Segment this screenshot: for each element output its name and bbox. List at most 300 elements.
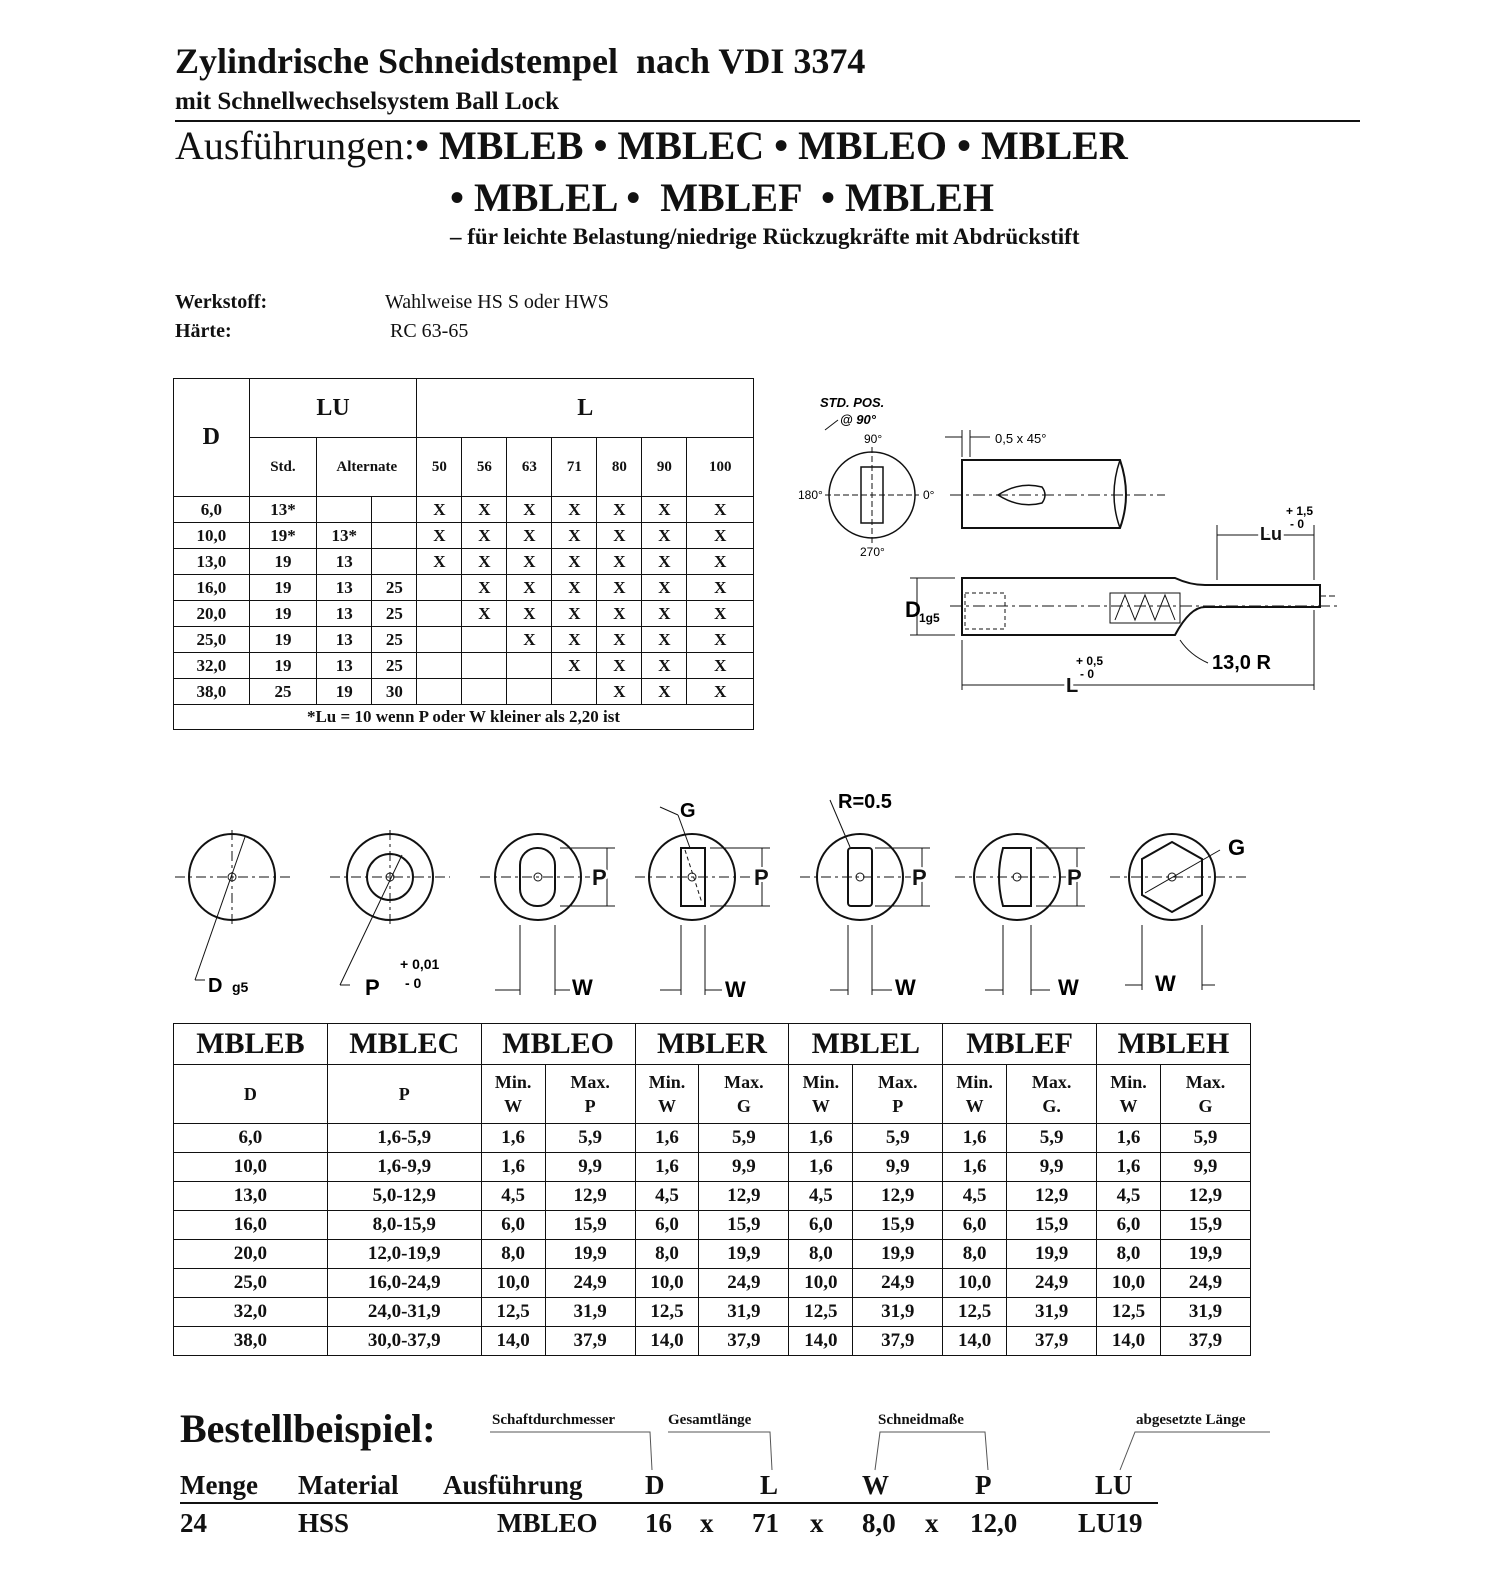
table-cell: 15,9 — [1160, 1211, 1250, 1240]
table-cell: X — [552, 575, 597, 601]
punch-drawing — [780, 385, 1360, 705]
shape-mbleh — [1110, 834, 1250, 996]
variant-header-mbleb: MBLEB — [174, 1024, 328, 1065]
variants-line-2 — [450, 174, 994, 221]
table-cell: 12,9 — [699, 1182, 789, 1211]
times-3: x — [925, 1508, 939, 1538]
table-cell: X — [597, 549, 642, 575]
haerte-label: Härte: — [175, 320, 232, 342]
table-cell: X — [552, 653, 597, 679]
table-cell: X — [642, 523, 687, 549]
col-header-l-5: 90 — [642, 438, 687, 497]
table-cell: X — [642, 575, 687, 601]
diameter-label: D — [905, 597, 921, 622]
sub-header: Min. W — [943, 1065, 1007, 1124]
table-cell: X — [507, 575, 552, 601]
lu-tol-minus: - 0 — [1290, 517, 1305, 531]
table-cell: X — [687, 497, 754, 523]
table-cell: 13 — [317, 653, 372, 679]
table-cell: 1,6 — [1097, 1153, 1161, 1182]
table-cell: 1,6 — [481, 1153, 545, 1182]
table-cell: X — [687, 549, 754, 575]
times-1: x — [700, 1508, 714, 1538]
table-cell: 19* — [249, 523, 317, 549]
variant-header-mblel: MBLEL — [789, 1024, 943, 1065]
table-cell: 16,0 — [174, 1211, 328, 1240]
table-cell: 13 — [317, 575, 372, 601]
sub-header: Max. G — [699, 1065, 789, 1124]
table-cell: 1,6 — [1097, 1124, 1161, 1153]
table-cell: X — [597, 523, 642, 549]
table-cell: 19 — [249, 575, 317, 601]
table-row — [174, 1153, 1251, 1182]
header-l: L — [760, 1470, 779, 1500]
table-cell: 15,9 — [853, 1211, 943, 1240]
shape-mbleb — [175, 830, 290, 997]
label-shaft-diameter: Schaftdurchmesser — [492, 1412, 616, 1428]
table-cell: 19,9 — [1007, 1240, 1097, 1269]
table-cell: 24,9 — [699, 1269, 789, 1298]
table-cell: 12,9 — [853, 1182, 943, 1211]
table-cell: 32,0 — [174, 653, 250, 679]
table-cell: 6,0 — [943, 1211, 1007, 1240]
table-cell: 12,9 — [545, 1182, 635, 1211]
table-cell: X — [507, 549, 552, 575]
table-cell: 13 — [317, 549, 372, 575]
sub-header: D — [174, 1065, 328, 1124]
table-cell: 10,0 — [1097, 1269, 1161, 1298]
table-cell: 13 — [317, 627, 372, 653]
diameter-sub: 1g5 — [919, 611, 940, 625]
table-cell: 6,0 — [789, 1211, 853, 1240]
table-cell: 5,9 — [853, 1124, 943, 1153]
table-cell: X — [462, 575, 507, 601]
table-cell: 8,0 — [481, 1240, 545, 1269]
table-cell: 19 — [249, 601, 317, 627]
table-cell — [462, 627, 507, 653]
value-material: HSS — [298, 1508, 350, 1538]
table-cell: 19 — [249, 653, 317, 679]
p-label-mbleo: P — [592, 865, 607, 890]
length-table-footnote: *Lu = 10 wenn P oder W kleiner als 2,20 ist — [174, 705, 754, 730]
shape-mblec — [330, 830, 450, 1000]
sub-header: P — [327, 1065, 481, 1124]
header-material: Material — [298, 1470, 399, 1500]
table-cell: 14,0 — [943, 1327, 1007, 1356]
variants-list-1: • MBLEB • MBLEC • MBLEO • MBLER — [414, 123, 1128, 168]
l-tol-minus: - 0 — [1080, 667, 1095, 681]
variant-header-mblec: MBLEC — [327, 1024, 481, 1065]
table-cell: X — [687, 653, 754, 679]
size-table — [173, 1023, 1251, 1356]
table-cell: 5,9 — [1160, 1124, 1250, 1153]
order-example-title: Bestellbeispiel: — [180, 1406, 436, 1451]
dg5-label: D — [208, 975, 223, 997]
table-cell: 5,9 — [545, 1124, 635, 1153]
table-row — [174, 497, 754, 523]
table-cell: X — [687, 601, 754, 627]
table-cell: X — [597, 627, 642, 653]
table-cell: 1,6 — [635, 1153, 699, 1182]
table-cell: 31,9 — [699, 1298, 789, 1327]
table-cell: 9,9 — [1007, 1153, 1097, 1182]
table-cell: X — [417, 497, 462, 523]
table-cell — [507, 679, 552, 705]
p-label-mblel: P — [912, 865, 927, 890]
table-cell: 37,9 — [699, 1327, 789, 1356]
order-leader-lines — [480, 1430, 1280, 1475]
table-cell: 13* — [249, 497, 317, 523]
header-d: D — [645, 1470, 665, 1500]
table-cell: 30 — [372, 679, 417, 705]
table-cell: 12,5 — [635, 1298, 699, 1327]
table-cell: 31,9 — [1160, 1298, 1250, 1327]
table-cell: X — [507, 497, 552, 523]
variant-header-mblef: MBLEF — [943, 1024, 1097, 1065]
g-label-mbler: G — [680, 800, 696, 822]
r05-label: R=0.5 — [838, 791, 892, 813]
table-cell: X — [597, 575, 642, 601]
table-cell: 19 — [249, 627, 317, 653]
table-cell: 16,0-24,9 — [327, 1269, 481, 1298]
w-label-mblef: W — [1058, 975, 1079, 1000]
table-cell: 31,9 — [1007, 1298, 1097, 1327]
table-cell: 1,6 — [943, 1153, 1007, 1182]
table-cell: 8,0 — [789, 1240, 853, 1269]
p-tol-plus: + 0,01 — [400, 956, 440, 972]
table-cell: 30,0-37,9 — [327, 1327, 481, 1356]
table-cell: 12,0-19,9 — [327, 1240, 481, 1269]
col-header-l-1: 56 — [462, 438, 507, 497]
table-cell: 25 — [372, 627, 417, 653]
col-header-l-0: 50 — [417, 438, 462, 497]
w-label-mbler: W — [725, 977, 746, 1002]
table-cell: 19,9 — [545, 1240, 635, 1269]
label-total-length: Gesamtlänge — [668, 1412, 752, 1428]
sub-header: Max. P — [545, 1065, 635, 1124]
table-cell: 13,0 — [174, 549, 250, 575]
shape-mbler — [635, 800, 770, 1002]
table-cell: 15,9 — [1007, 1211, 1097, 1240]
table-row — [174, 1327, 1251, 1356]
w-label-mblel: W — [895, 975, 916, 1000]
sub-header: Min. W — [635, 1065, 699, 1124]
table-cell: 25,0 — [174, 627, 250, 653]
value-ausfuehrung: MBLEO — [497, 1508, 598, 1538]
table-cell: 10,0 — [174, 523, 250, 549]
value-w: 8,0 — [862, 1508, 896, 1538]
table-cell: 38,0 — [174, 679, 250, 705]
sub-header: Max. P — [853, 1065, 943, 1124]
table-cell: 24,9 — [853, 1269, 943, 1298]
angle-180: 180° — [798, 488, 823, 502]
page-subtitle: mit Schnellwechselsystem Ball Lock — [175, 88, 560, 115]
table-cell: 24,9 — [1007, 1269, 1097, 1298]
w-label-mbleo: W — [572, 975, 593, 1000]
haerte-value: RC 63-65 — [390, 320, 469, 342]
table-cell: 6,0 — [174, 1124, 328, 1153]
table-cell: X — [642, 627, 687, 653]
table-cell: 1,6 — [943, 1124, 1007, 1153]
table-cell: X — [552, 549, 597, 575]
table-cell: 1,6 — [789, 1153, 853, 1182]
table-cell: 12,5 — [943, 1298, 1007, 1327]
shape-mblef — [955, 834, 1085, 1000]
table-cell: 13 — [317, 601, 372, 627]
std-pos-label: STD. POS. — [820, 395, 885, 410]
table-cell: 9,9 — [545, 1153, 635, 1182]
table-cell: X — [687, 523, 754, 549]
table-cell: X — [687, 575, 754, 601]
table-cell: 37,9 — [853, 1327, 943, 1356]
header-lu: LU — [1095, 1470, 1133, 1500]
table-row — [174, 653, 754, 679]
value-l: 71 — [752, 1508, 779, 1538]
table-cell: 12,5 — [1097, 1298, 1161, 1327]
table-cell: 13* — [317, 523, 372, 549]
table-cell: 6,0 — [1097, 1211, 1161, 1240]
table-cell: X — [417, 523, 462, 549]
at90-label: @ 90° — [840, 412, 876, 427]
table-cell: X — [597, 497, 642, 523]
table-cell: 12,9 — [1007, 1182, 1097, 1211]
variant-header-row — [174, 1024, 1251, 1065]
table-cell: X — [642, 549, 687, 575]
table-cell — [317, 497, 372, 523]
table-cell: 16,0 — [174, 575, 250, 601]
col-header-lu: LU — [249, 379, 417, 438]
table-cell: 10,0 — [481, 1269, 545, 1298]
table-cell: 4,5 — [635, 1182, 699, 1211]
table-cell: 31,9 — [853, 1298, 943, 1327]
table-cell: X — [597, 653, 642, 679]
table-cell: 1,6 — [789, 1124, 853, 1153]
col-header-d: D — [174, 379, 250, 497]
table-cell: X — [462, 549, 507, 575]
table-cell: 9,9 — [699, 1153, 789, 1182]
table-cell: 9,9 — [1160, 1153, 1250, 1182]
table-cell: X — [507, 523, 552, 549]
table-cell: X — [552, 523, 597, 549]
werkstoff-label: Werkstoff: — [175, 291, 268, 313]
table-cell: 32,0 — [174, 1298, 328, 1327]
table-cell: 1,6-5,9 — [327, 1124, 481, 1153]
table-row — [174, 575, 754, 601]
table-cell: 13,0 — [174, 1182, 328, 1211]
order-divider — [180, 1502, 1158, 1504]
table-cell — [372, 549, 417, 575]
table-cell: X — [552, 497, 597, 523]
table-row — [174, 1298, 1251, 1327]
variants-list-2: • MBLEL • MBLEF • MBLEH — [450, 175, 994, 220]
col-header-l-4: 80 — [597, 438, 642, 497]
table-cell: 8,0 — [943, 1240, 1007, 1269]
l-label: L — [1066, 675, 1079, 697]
usage-note: – für leichte Belastung/niedrige Rückzugkräfte mit Abdrückstift — [450, 224, 1080, 249]
table-cell: 14,0 — [1097, 1327, 1161, 1356]
table-cell — [507, 653, 552, 679]
shape-mblel — [800, 791, 930, 1000]
page-title: Zylindrische Schneidstempel nach VDI 3374 — [175, 41, 866, 81]
variant-header-mbler: MBLER — [635, 1024, 789, 1065]
table-cell: 9,9 — [853, 1153, 943, 1182]
table-row — [174, 1211, 1251, 1240]
table-cell: 15,9 — [699, 1211, 789, 1240]
werkstoff-row — [175, 291, 267, 314]
table-cell: X — [642, 497, 687, 523]
angle-0: 0° — [923, 488, 935, 502]
sub-header: Min. W — [481, 1065, 545, 1124]
chamfer-label: 0,5 x 45° — [995, 431, 1047, 446]
table-cell: 25 — [372, 653, 417, 679]
table-cell — [417, 575, 462, 601]
table-cell — [417, 601, 462, 627]
table-cell: 24,9 — [545, 1269, 635, 1298]
table-cell: 37,9 — [1160, 1327, 1250, 1356]
variant-header-mbleh: MBLEH — [1097, 1024, 1251, 1065]
table-cell: 12,9 — [1160, 1182, 1250, 1211]
header-w: W — [862, 1470, 889, 1500]
table-row — [174, 601, 754, 627]
table-cell: 1,6 — [481, 1124, 545, 1153]
lu-label: Lu — [1260, 524, 1282, 544]
table-cell: 6,0 — [481, 1211, 545, 1240]
value-lu: LU19 — [1078, 1508, 1143, 1538]
sub-header: Min. W — [789, 1065, 853, 1124]
table-cell: X — [642, 601, 687, 627]
table-row — [174, 1124, 1251, 1153]
lu-tol-plus: + 1,5 — [1286, 504, 1314, 518]
table-cell: 10,0 — [943, 1269, 1007, 1298]
table-cell: 19,9 — [699, 1240, 789, 1269]
table-cell: 24,9 — [1160, 1269, 1250, 1298]
p-label-mblef: P — [1067, 865, 1082, 890]
table-row — [174, 1240, 1251, 1269]
table-cell — [417, 627, 462, 653]
table-cell: X — [507, 627, 552, 653]
p-label-mbler: P — [754, 865, 769, 890]
table-cell: 14,0 — [481, 1327, 545, 1356]
sub-header: Max. G — [1160, 1065, 1250, 1124]
table-cell: X — [642, 679, 687, 705]
col-header-alternate: Alternate — [317, 438, 417, 497]
table-cell — [462, 679, 507, 705]
table-cell: 5,9 — [1007, 1124, 1097, 1153]
table-cell: 37,9 — [545, 1327, 635, 1356]
table-cell: X — [417, 549, 462, 575]
table-cell: 37,9 — [1007, 1327, 1097, 1356]
w-label-mbleh: W — [1155, 971, 1176, 996]
col-header-l-2: 63 — [507, 438, 552, 497]
table-cell: 31,9 — [545, 1298, 635, 1327]
header-p: P — [975, 1470, 992, 1500]
table-cell: 12,5 — [789, 1298, 853, 1327]
times-2: x — [810, 1508, 824, 1538]
haerte-row — [175, 320, 232, 343]
col-header-l-6: 100 — [687, 438, 754, 497]
table-cell — [417, 679, 462, 705]
table-cell: 8,0 — [1097, 1240, 1161, 1269]
radius-label: 13,0 R — [1212, 652, 1271, 674]
col-header-l: L — [417, 379, 754, 438]
table-row — [174, 627, 754, 653]
dg5-sub: g5 — [232, 979, 249, 995]
table-cell: 19,9 — [1160, 1240, 1250, 1269]
length-table — [173, 378, 754, 730]
table-row — [174, 549, 754, 575]
header-menge: Menge — [180, 1470, 258, 1500]
header-ausfuehrung: Ausführung — [443, 1470, 583, 1500]
table-cell — [372, 497, 417, 523]
table-cell: X — [552, 601, 597, 627]
table-cell: X — [597, 679, 642, 705]
table-cell — [552, 679, 597, 705]
angle-270: 270° — [860, 545, 885, 559]
table-cell: X — [462, 523, 507, 549]
table-cell: 14,0 — [789, 1327, 853, 1356]
table-cell: 25 — [372, 601, 417, 627]
table-cell: 6,0 — [174, 497, 250, 523]
angle-90: 90° — [864, 432, 883, 446]
table-cell: 19 — [249, 549, 317, 575]
table-row — [174, 679, 754, 705]
table-cell: 4,5 — [943, 1182, 1007, 1211]
table-cell: 38,0 — [174, 1327, 328, 1356]
value-menge: 24 — [180, 1508, 207, 1538]
label-cutting-dimensions: Schneidmaße — [878, 1412, 964, 1428]
table-cell: X — [552, 627, 597, 653]
table-cell: 24,0-31,9 — [327, 1298, 481, 1327]
l-tol-plus: + 0,5 — [1076, 654, 1104, 668]
table-cell: 14,0 — [635, 1327, 699, 1356]
table-cell: 20,0 — [174, 601, 250, 627]
sub-header: Min. W — [1097, 1065, 1161, 1124]
variants-label: Ausführungen: — [175, 123, 415, 168]
label-stepped-length: abgesetzte Länge — [1136, 1412, 1246, 1428]
col-header-std: Std. — [249, 438, 317, 497]
table-cell: 25 — [372, 575, 417, 601]
table-cell: 25 — [249, 679, 317, 705]
value-d: 16 — [645, 1508, 672, 1538]
table-row — [174, 1182, 1251, 1211]
sub-header: Max. G. — [1007, 1065, 1097, 1124]
p-label-mblec: P — [365, 975, 380, 1000]
table-cell: 4,5 — [1097, 1182, 1161, 1211]
table-cell: X — [597, 601, 642, 627]
table-cell: 10,0 — [635, 1269, 699, 1298]
p-tol-minus: - 0 — [405, 975, 422, 991]
table-cell: X — [687, 627, 754, 653]
table-row — [174, 523, 754, 549]
table-cell — [372, 523, 417, 549]
table-cell: X — [507, 601, 552, 627]
table-cell: 4,5 — [789, 1182, 853, 1211]
col-header-l-3: 71 — [552, 438, 597, 497]
table-row — [174, 1269, 1251, 1298]
table-cell: 1,6-9,9 — [327, 1153, 481, 1182]
sub-header-row — [174, 1065, 1251, 1124]
table-cell: 25,0 — [174, 1269, 328, 1298]
table-cell — [417, 653, 462, 679]
table-cell: X — [642, 653, 687, 679]
value-p: 12,0 — [970, 1508, 1018, 1538]
table-cell: 15,9 — [545, 1211, 635, 1240]
table-cell: 5,0-12,9 — [327, 1182, 481, 1211]
table-cell: 1,6 — [635, 1124, 699, 1153]
table-cell: 8,0 — [635, 1240, 699, 1269]
table-cell: 12,5 — [481, 1298, 545, 1327]
table-cell: 8,0-15,9 — [327, 1211, 481, 1240]
